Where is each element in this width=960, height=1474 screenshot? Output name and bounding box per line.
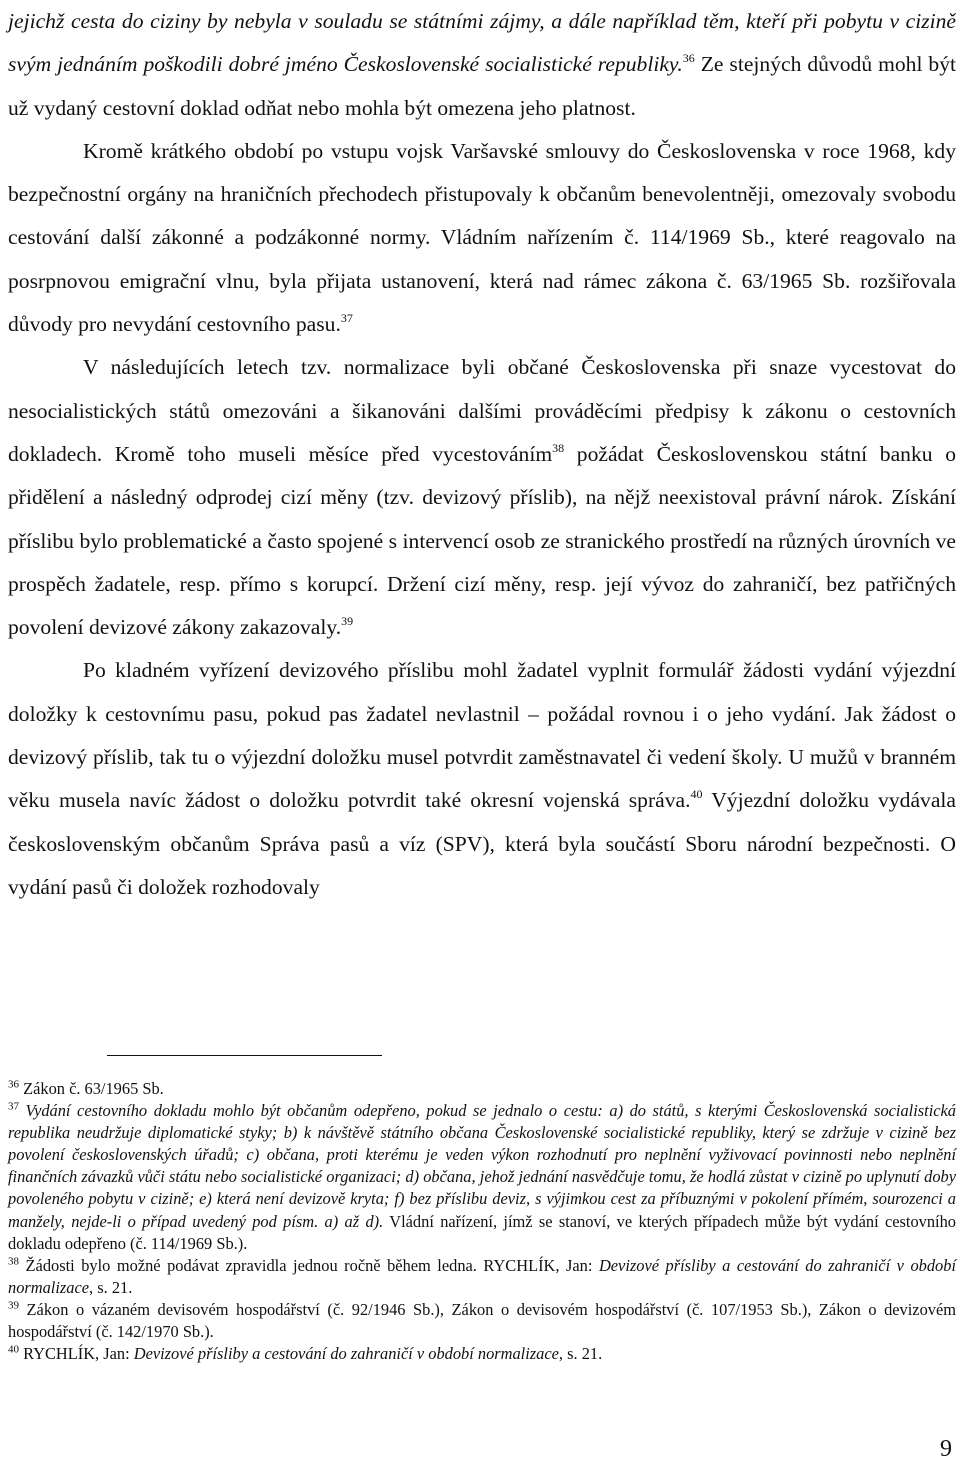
footnote-ref-37[interactable]: 37: [340, 311, 353, 326]
footnote-number: 36: [8, 1078, 19, 1091]
footnote-italic: Vydání cestovního dokladu mohlo být občanům odepřeno, pokud se jednalo o cestu: a) do států, s kterými Československá socialistická republika neudržuje diplomatické styky; b) k návštěvě státního občana Československé socialistické republiky, který se zdržuje v cizině bez povolení československých úřadů; c) občana, proti kterému je veden výkon rozhodnutí pro neplnění vyživovací povinnosti nebo neplnění finančních závazků vůči státu nebo socialistické organizaci; d) občana, jehož jednání nasvědčuje tomu, že hodlá zůstat v cizině po uplynutí doby povoleného pobytu v cizině; e) která není devizově kryta; f) bez příslibu deviz, s výjimkou cest za příbuznými v pokolení přímém, sourozenci a manžely, nejde-li o případ uvedený pod písm. a) až d).: [8, 1101, 956, 1231]
footnote-text: Vládní nařízení, jímž se stanoví, ve kterých případech může být vydání cestovního dokladu odepřeno (č. 114/1969 Sb.).: [8, 1211, 956, 1253]
footnote-tail: , s. 21.: [89, 1277, 133, 1297]
paragraph-4: [8, 649, 956, 909]
paragraph-3-text-b: požádat Československou státní banku o přidělení a následný odprodej cizí měny (tzv. devizový příslib), na nějž neexistoval právní nárok. Získání příslibu bylo problematické a často spojené s intervencí osob ze stranického prostředí na různých úrovních ve prospěch žadatele, resp. přímo s korupcí. Držení cizí měny, resp. její vývoz do zahraničí, bez patřičných povolení devizové zákony zakazovaly.: [8, 441, 956, 640]
footnote-tail: , s. 21.: [558, 1344, 603, 1364]
footnote-38: [8, 1255, 956, 1299]
paragraph-4-text-a: Po kladném vyřízení devizového příslibu mohl žadatel vyplnit formulář žádosti vydání výjezdní doložky k cestovnímu pasu, pokud pas žadatel nevlastnil – požádal rovnou i o jeho vydání. Jak žádost o devizový příslib, tak tu o výjezdní doložku musel potvrdit zaměstnavatel či vedení školy. U mužů v branném věku musela navíc žádost o doložku potvrdit také okresní vojenská správa.: [8, 658, 956, 813]
footnote-36: [8, 1078, 956, 1100]
paragraph-2-text: Kromě krátkého období po vstupu vojsk Varšavské smlouvy do Československa v roce 1968, kdy bezpečnostní orgány na hraničních přechodech přistupovaly k občanům benevolentněji, omezovaly svobodu cestování další zákonné a podzákonné normy. Vládním nařízením č. 114/1969 Sb., které reagovalo na posrpnovou emigrační vlnu, byla přijata ustanovení, která nad rámec zákona č. 63/1965 Sb. rozšiřovala důvody pro nevydání cestovního pasu.: [8, 138, 956, 337]
footnote-italic: Devizové přísliby a cestování do zahraničí v období normalizace: [133, 1344, 559, 1364]
footnote-text: Žádosti bylo možné podávat zpravidla jednou ročně během ledna. RYCHLÍK, Jan:: [19, 1255, 599, 1275]
paragraph-2: [8, 130, 956, 346]
paragraph-1-italic: jejichž cesta do ciziny by nebyla v souladu se státními zájmy, a dále například těm, kteří při pobytu v cizině svým jednáním poškodili dobré jméno Československé socialistické republiky.: [8, 9, 956, 77]
footnote-text: Zákon o vázaném devisovém hospodářství (č. 92/1946 Sb.), Zákon o devisovém hospodářství (č. 107/1953 Sb.), Zákon o devizovém hospodářství (č. 142/1970 Sb.).: [8, 1299, 956, 1342]
footnote-text: RYCHLÍK, Jan:: [19, 1344, 134, 1364]
footnote-ref-39[interactable]: 39: [341, 614, 354, 629]
footnote-37: [8, 1100, 956, 1255]
paragraph-4-text-b: Výjezdní doložku vydávala československým občanům Správa pasů a víz (SPV), která byla součástí Sboru národní bezpečnosti. O vydání pasů či doložek rozhodovaly: [8, 788, 957, 899]
footnote-40: [8, 1343, 956, 1365]
page-number: 9: [940, 1436, 952, 1462]
paragraph-3: [8, 346, 956, 649]
footnote-number: 39: [8, 1299, 19, 1312]
footnote-number: 40: [8, 1343, 19, 1356]
footnote-italic: Devizové přísliby a cestování do zahraničí v období normalizace: [8, 1255, 956, 1297]
main-text: [8, 0, 956, 909]
footnote-number: 38: [8, 1255, 19, 1268]
paragraph-1: [8, 0, 956, 130]
footnote-ref-38[interactable]: 38: [552, 440, 565, 455]
footnote-separator: [107, 1055, 382, 1056]
footnote-39: [8, 1299, 956, 1343]
paragraph-3-text-a: V následujících letech tzv. normalizace byli občané Československa při snaze vycestovat do nesocialistických států omezováni a šikanováni dalšími prováděcími předpisy k zákonu o cestovních dokladech. Kromě toho museli měsíce před vycestováním: [8, 355, 956, 466]
footnote-text: Zákon č. 63/1965 Sb.: [19, 1079, 164, 1098]
footnotes: [8, 1078, 956, 1365]
footnote-number: 37: [8, 1100, 19, 1113]
footnote-ref-36[interactable]: 36: [682, 51, 695, 66]
paragraph-1-text: Ze stejných důvodů mohl být už vydaný cestovní doklad odňat nebo mohla být omezena jeho platnost.: [8, 52, 957, 120]
footnote-ref-40[interactable]: 40: [690, 787, 703, 802]
